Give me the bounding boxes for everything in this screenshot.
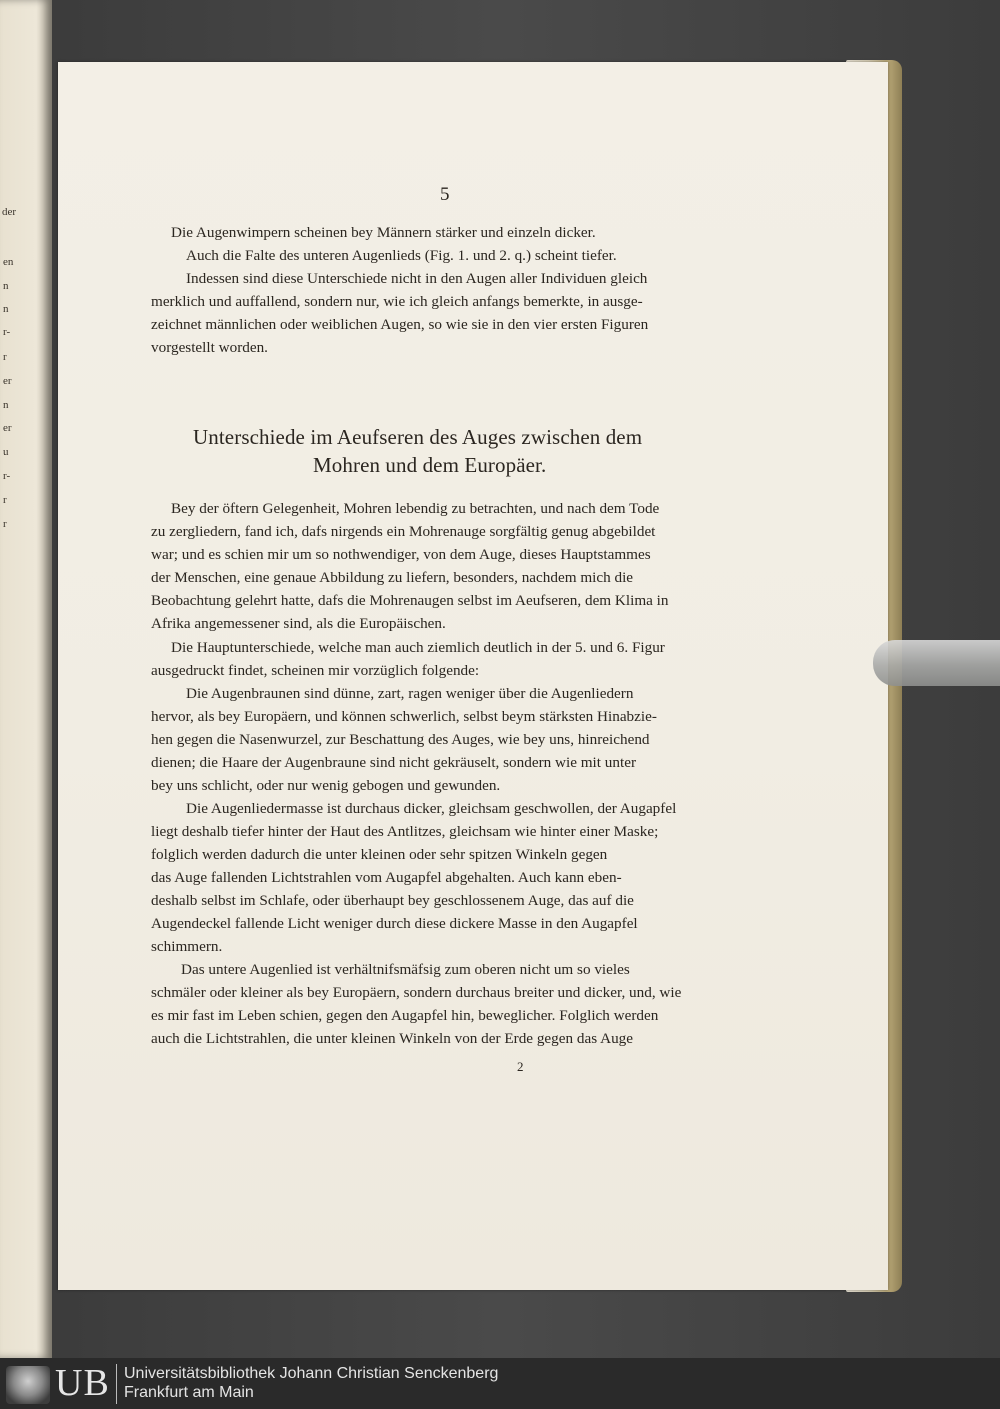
- text-line: Die Augenwimpern scheinen bey Männern stärker und einzeln dicker.: [171, 224, 596, 241]
- text-line: Augendeckel fallende Licht weniger durch diese dickere Masse in den Augapfel: [151, 915, 638, 932]
- text-line: Beobachtung gelehrt hatte, dafs die Mohrenaugen selbst im Aeufseren, dem Klima in: [151, 592, 669, 609]
- text-line: Das untere Augenlied ist verhältnifsmäfsig zum oberen nicht um so vieles: [181, 961, 630, 978]
- portrait-logo-icon: [6, 1366, 50, 1404]
- library-city: Frankfurt am Main: [124, 1384, 254, 1401]
- text-line: Indessen sind diese Unterschiede nicht in den Augen aller Individuen gleich: [186, 270, 648, 287]
- text-line: Bey der öftern Gelegenheit, Mohren lebendig zu betrachten, und nach dem Tode: [171, 500, 660, 517]
- text-line: folglich werden dadurch die unter kleinen oder sehr spitzen Winkeln gegen: [151, 846, 608, 863]
- section-heading-line-1: Unterschiede im Aeufseren des Auges zwischen dem: [193, 425, 643, 449]
- text-line: war; und es schien mir um so nothwendiger, von dem Auge, dieses Hauptstammes: [151, 546, 651, 563]
- prev-page-fragment: r-: [3, 326, 11, 338]
- prev-page-fragment: r: [3, 494, 7, 506]
- page-marker-strip: [873, 640, 1000, 686]
- text-line: das Auge fallenden Lichtstrahlen vom Augapfel abgehalten. Auch kann eben-: [151, 869, 622, 886]
- text-line: dienen; die Haare der Augenbraune sind nicht gekräuselt, sondern wie mit unter: [151, 754, 636, 771]
- text-line: schimmern.: [151, 938, 223, 955]
- text-line: der Menschen, eine genaue Abbildung zu liefern, besonders, nachdem mich die: [151, 569, 634, 586]
- text-line: hen gegen die Nasenwurzel, zur Beschattung des Auges, wie bey uns, hinreichend: [151, 731, 650, 748]
- prev-page-fragment: u: [3, 446, 9, 458]
- section-heading-line-2: Mohren und dem Europäer.: [313, 453, 547, 477]
- logo-divider: [116, 1364, 117, 1404]
- text-line: Die Augenliedermasse ist durchaus dicker, gleichsam geschwollen, der Augapfel: [186, 800, 677, 817]
- text-line: ausgedruckt findet, scheinen mir vorzüglich folgende:: [151, 662, 480, 679]
- prev-page-fragment: er: [3, 375, 12, 387]
- prev-page-fragment: r: [3, 351, 7, 363]
- text-line: schmäler oder kleiner als bey Europäern, sondern durchaus breiter und dicker, und, wie: [151, 984, 682, 1001]
- prev-page-fragment: er: [3, 422, 12, 434]
- previous-page-edge: [0, 0, 52, 1358]
- text-line: liegt deshalb tiefer hinter der Haut des Antlitzes, gleichsam wie hinter einer Maske;: [151, 823, 659, 840]
- text-line: vorgestellt worden.: [151, 339, 268, 356]
- ub-logo: UB: [55, 1362, 110, 1404]
- prev-page-fragment: r-: [3, 470, 11, 482]
- prev-page-fragment: n: [3, 280, 9, 292]
- text-line: zeichnet männlichen oder weiblichen Augen, so wie sie in den vier ersten Figuren: [151, 316, 649, 333]
- text-line: hervor, als bey Europäern, und können schwerlich, selbst beym stärksten Hinabzie-: [151, 708, 657, 725]
- text-line: es mir fast im Leben schien, gegen den Augapfel hin, beweglicher. Folglich werden: [151, 1007, 659, 1024]
- text-line: zu zergliedern, fand ich, dafs nirgends ein Mohrenauge sorgfältig genug abgebildet: [151, 523, 656, 540]
- text-line: Auch die Falte des unteren Augenlieds (Fig. 1. und 2. q.) scheint tiefer.: [186, 247, 617, 264]
- text-line: deshalb selbst im Schlafe, oder überhaupt bey geschlossenem Auge, das auf die: [151, 892, 634, 909]
- prev-page-fragment: n: [3, 399, 9, 411]
- page-number: 5: [440, 184, 450, 205]
- text-line: merklich und auffallend, sondern nur, wie ich gleich anfangs bemerkte, in ausge-: [151, 293, 643, 310]
- text-line: auch die Lichtstrahlen, die unter kleinen Winkeln von der Erde gegen das Auge: [151, 1030, 633, 1047]
- prev-page-fragment: en: [3, 256, 14, 268]
- text-line: bey uns schlicht, oder nur wenig gebogen und gewunden.: [151, 777, 501, 794]
- printer-signature: 2: [517, 1059, 524, 1074]
- text-line: Die Augenbraunen sind dünne, zart, ragen weniger über die Augenliedern: [186, 685, 634, 702]
- prev-page-fragment: r: [3, 518, 7, 530]
- footer-bar: [0, 1358, 1000, 1409]
- prev-page-fragment: n: [3, 303, 9, 315]
- library-name: Universitätsbibliothek Johann Christian Senckenberg: [124, 1365, 499, 1382]
- prev-page-fragment: der: [2, 206, 17, 218]
- text-line: Die Hauptunterschiede, welche man auch ziemlich deutlich in der 5. und 6. Figur: [171, 639, 665, 656]
- text-line: Afrika angemessener sind, als die Europäischen.: [151, 615, 446, 632]
